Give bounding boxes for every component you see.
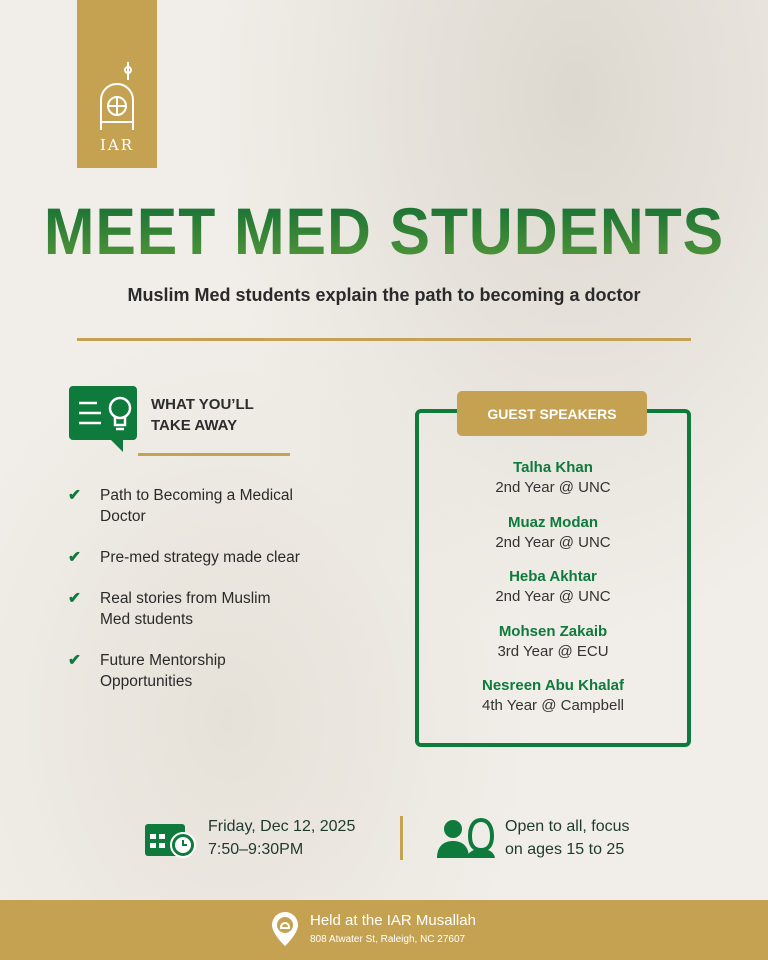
lightbulb-chat-icon — [69, 386, 139, 452]
check-icon: ✔ — [68, 549, 81, 566]
location-pin-icon — [272, 912, 298, 946]
calendar-clock-icon — [145, 818, 197, 858]
event-datetime: Friday, Dec 12, 2025 7:50–9:30PM — [208, 818, 356, 858]
list-item: ✔ Real stories from Muslim Med students — [68, 590, 271, 628]
takeaway-underline — [138, 453, 290, 456]
speaker: Nesreen Abu Khalaf 4th Year @ Campbell — [482, 677, 624, 714]
takeaway-list — [68, 485, 368, 692]
venue: Held at the IAR Musallah — [310, 912, 476, 929]
speaker: Muaz Modan 2nd Year @ UNC — [495, 514, 611, 551]
page-title: MEET MED STUDENTS — [31, 193, 738, 269]
check-icon: ✔ — [68, 652, 81, 669]
mosque-icon — [97, 60, 137, 132]
divider — [400, 816, 403, 860]
list-item: ✔ Path to Becoming a Medical Doctor — [68, 487, 293, 525]
footer — [0, 900, 768, 960]
speaker: Heba Akhtar 2nd Year @ UNC — [495, 568, 611, 605]
subtitle: Muslim Med students explain the path to becoming a doctor — [127, 285, 641, 305]
takeaway-heading-1: WHAT YOU’LL — [151, 396, 254, 413]
takeaway-heading-2: TAKE AWAY — [151, 417, 238, 434]
logo-text: IAR — [99, 136, 135, 154]
people-icon — [437, 818, 499, 858]
list-item: ✔ Future Mentorship Opportunities — [68, 652, 226, 690]
speaker: Mohsen Zakaib 3rd Year @ ECU — [497, 623, 609, 660]
address: 808 Atwater St, Raleigh, NC 27607 — [310, 934, 466, 945]
iar-logo — [77, 0, 157, 168]
speakers-heading: GUEST SPEAKERS — [457, 391, 647, 436]
check-icon: ✔ — [68, 487, 81, 504]
list-item: ✔ Pre-med strategy made clear — [68, 549, 300, 566]
check-icon: ✔ — [68, 590, 81, 607]
speaker: Talha Khan 2nd Year @ UNC — [495, 459, 611, 496]
divider — [77, 338, 691, 341]
event-audience: Open to all, focus on ages 15 to 25 — [505, 818, 630, 858]
